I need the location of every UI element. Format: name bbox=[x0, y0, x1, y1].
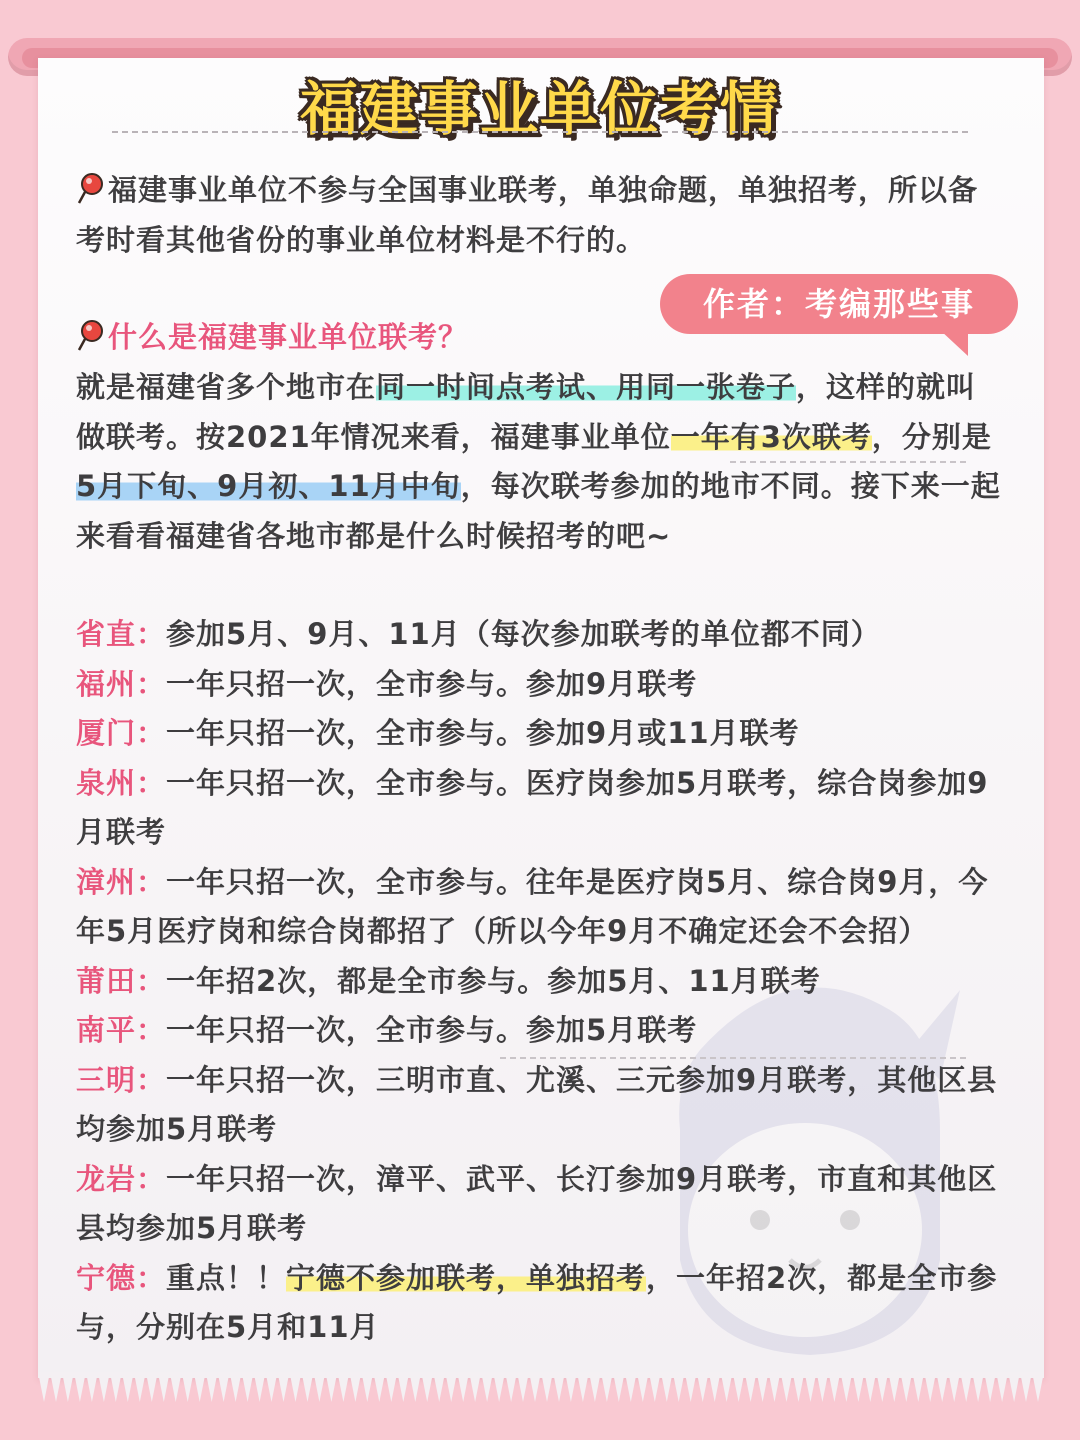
city-name: 三明： bbox=[76, 1062, 167, 1097]
dashed-guide bbox=[500, 1057, 966, 1059]
answer-text-2: ，这样的就叫做联考。按2021年情况来看，福建事业单位 bbox=[76, 370, 977, 454]
list-item bbox=[76, 759, 1006, 858]
city-name: 泉州： bbox=[76, 765, 167, 800]
paper-zigzag-edge bbox=[38, 1372, 1044, 1408]
page-title: 福建事业单位考情 bbox=[299, 75, 780, 143]
answer-text-3: ，分别是 bbox=[871, 419, 992, 454]
city-text: 一年只招一次，漳平、武平、长汀参加9月联考，市直和其他区县均参加5月联考 bbox=[76, 1161, 998, 1245]
city-text: 一年招2次，都是全市参与。参加5月、11月联考 bbox=[166, 963, 821, 998]
highlight-three-exams: 一年有3次联考 bbox=[670, 419, 872, 454]
balloon-pin-icon bbox=[76, 320, 104, 352]
list-item bbox=[76, 1254, 1006, 1353]
list-item bbox=[76, 1056, 1006, 1155]
city-name: 省直： bbox=[76, 617, 167, 651]
list-item bbox=[76, 660, 1006, 710]
answer-text-1: 就是福建省多个地市在 bbox=[76, 370, 377, 404]
highlight-same-exam: 同一时间点考试、用同一张卷子 bbox=[376, 370, 797, 404]
city-name: 龙岩： bbox=[76, 1161, 167, 1196]
city-name: 宁德： bbox=[76, 1260, 167, 1295]
list-item bbox=[76, 1155, 1006, 1254]
city-name: 漳州： bbox=[76, 864, 167, 899]
intro-text: 福建事业单位不参与全国事业联考，单独命题，单独招考，所以备考时看其他省份的事业单位材料是不行的。 bbox=[76, 173, 979, 257]
list-item bbox=[76, 610, 1006, 660]
title-divider bbox=[112, 131, 968, 133]
city-text: 一年只招一次，全市参与。参加5月联考 bbox=[166, 1013, 698, 1047]
highlight-ningde: 宁德不参加联考，单独招考 bbox=[286, 1260, 647, 1295]
city-text: 一年只招一次，全市参与。参加9月或11月联考 bbox=[166, 716, 800, 750]
city-text: 一年只招一次，全市参与。医疗岗参加5月联考，综合岗参加9月联考 bbox=[76, 765, 989, 849]
list-item bbox=[76, 858, 1006, 957]
city-name: 莆田： bbox=[76, 963, 167, 998]
city-text: 一年只招一次，全市参与。参加9月联考 bbox=[166, 666, 698, 701]
city-text: 参加5月、9月、11月（每次参加联考的单位都不同） bbox=[166, 617, 881, 651]
question-text: 什么是福建事业单位联考？ bbox=[108, 320, 469, 354]
ningde-emphasis: 重点！！ bbox=[166, 1260, 287, 1295]
balloon-pin-icon bbox=[76, 173, 104, 205]
city-name: 厦门： bbox=[76, 716, 167, 750]
highlight-exam-dates: 5月下旬、9月初、11月中旬 bbox=[76, 469, 461, 503]
dashed-guide bbox=[730, 461, 966, 463]
city-name: 福州： bbox=[76, 666, 167, 701]
author-badge: 作者：考编那些事 bbox=[660, 274, 1018, 334]
city-name: 南平： bbox=[76, 1013, 167, 1047]
list-item bbox=[76, 957, 1006, 1007]
city-list bbox=[76, 610, 1006, 1353]
list-item bbox=[76, 1006, 1006, 1056]
question-heading bbox=[76, 313, 1006, 363]
intro-paragraph bbox=[76, 166, 1006, 265]
list-item bbox=[76, 709, 1006, 759]
city-text: 一年只招一次，三明市直、尤溪、三元参加9月联考，其他区县均参加5月联考 bbox=[76, 1062, 998, 1146]
answer-text-4: ，每次联考参加的地市不同。接下来一起来看看福建省各地市都是什么时候招考的吧~ bbox=[76, 469, 1001, 553]
city-text: ，一年招2次，都是全市参与，分别在5月和11月 bbox=[76, 1260, 998, 1344]
city-text: 一年只招一次，全市参与。往年是医疗岗5月、综合岗9月，今年5月医疗岗和综合岗都招了（所以今年9月不确定还会不会招） bbox=[76, 864, 989, 948]
